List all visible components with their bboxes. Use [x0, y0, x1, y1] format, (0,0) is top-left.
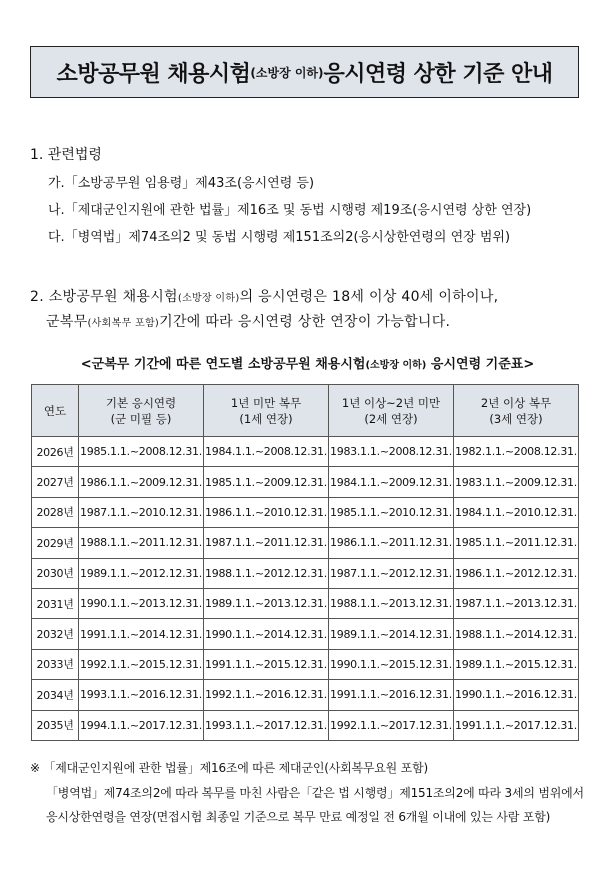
- table-row: [32, 558, 579, 588]
- date-range-cell: 1985.1.1.~2008.12.31.: [79, 437, 204, 467]
- table-row: [32, 528, 579, 558]
- date-range-cell: 1991.1.1.~2016.12.31.: [329, 680, 454, 710]
- note-line1: ※ 「제대군인지원에 관한 법률」제16조에 따른 제대군인(사회복무요원 포함): [30, 761, 428, 775]
- section2-line1: 2. 소방공무원 채용시험(소방장 이하)의 응시연령은 18세 이상 40세 이하이나,: [30, 289, 499, 305]
- date-range-cell: 1985.1.1.~2009.12.31.: [204, 467, 329, 497]
- table-row: [32, 467, 579, 497]
- date-range-cell: 1992.1.1.~2016.12.31.: [204, 680, 329, 710]
- date-range-cell: 1983.1.1.~2008.12.31.: [329, 437, 454, 467]
- date-range-cell: 1990.1.1.~2015.12.31.: [329, 649, 454, 679]
- date-range-cell: 1989.1.1.~2012.12.31.: [79, 558, 204, 588]
- date-range-cell: 1987.1.1.~2010.12.31.: [79, 497, 204, 527]
- table-body: [32, 437, 579, 741]
- table-row: [32, 680, 579, 710]
- table-row: [32, 588, 579, 618]
- date-range-cell: 1990.1.1.~2016.12.31.: [454, 680, 579, 710]
- table-row: [32, 710, 579, 740]
- date-range-cell: 1993.1.1.~2016.12.31.: [79, 680, 204, 710]
- year-cell: 2033년: [32, 649, 79, 679]
- date-range-cell: 1988.1.1.~2011.12.31.: [79, 528, 204, 558]
- date-range-cell: 1982.1.1.~2008.12.31.: [454, 437, 579, 467]
- year-cell: 2030년: [32, 558, 79, 588]
- section2-line2: 군복무(사회복무 포함)기간에 따라 응시연령 상한 연장이 가능합니다.: [46, 314, 451, 330]
- year-cell: 2031년: [32, 588, 79, 618]
- date-range-cell: 1992.1.1.~2017.12.31.: [329, 710, 454, 740]
- table-header-cell: 연도: [32, 385, 79, 437]
- table-header-cell: 1년 미만 복무 (1세 연장): [204, 385, 329, 437]
- table-header-row: [32, 385, 579, 437]
- year-cell: 2027년: [32, 467, 79, 497]
- year-cell: 2034년: [32, 680, 79, 710]
- date-range-cell: 1984.1.1.~2010.12.31.: [454, 497, 579, 527]
- date-range-cell: 1984.1.1.~2009.12.31.: [329, 467, 454, 497]
- table-header-cell: 1년 이상~2년 미만 (2세 연장): [329, 385, 454, 437]
- title-rest: 응시연령 상한 기준 안내: [323, 61, 553, 87]
- date-range-cell: 1987.1.1.~2012.12.31.: [329, 558, 454, 588]
- date-range-cell: 1988.1.1.~2013.12.31.: [329, 588, 454, 618]
- date-range-cell: 1989.1.1.~2013.12.31.: [204, 588, 329, 618]
- date-range-cell: 1984.1.1.~2008.12.31.: [204, 437, 329, 467]
- law-item-da: 다.「병역법」제74조의2 및 동법 시행령 제151조의2(응시상한연령의 연장 범위): [48, 230, 511, 245]
- year-cell: 2029년: [32, 528, 79, 558]
- date-range-cell: 1983.1.1.~2009.12.31.: [454, 467, 579, 497]
- date-range-cell: 1986.1.1.~2011.12.31.: [329, 528, 454, 558]
- table-row: [32, 649, 579, 679]
- age-criteria-table: [31, 384, 579, 741]
- title-main: 소방공무원 채용시험: [56, 61, 251, 87]
- date-range-cell: 1988.1.1.~2012.12.31.: [204, 558, 329, 588]
- year-cell: 2026년: [32, 437, 79, 467]
- date-range-cell: 1991.1.1.~2015.12.31.: [204, 649, 329, 679]
- year-cell: 2032년: [32, 619, 79, 649]
- table-header-cell: 2년 이상 복무 (3세 연장): [454, 385, 579, 437]
- page-title: [30, 46, 579, 98]
- date-range-cell: 1986.1.1.~2012.12.31.: [454, 558, 579, 588]
- table-caption: <군복무 기간에 따른 연도별 소방공무원 채용시험(소방장 이하) 응시연령 기준표>: [80, 357, 535, 372]
- date-range-cell: 1985.1.1.~2010.12.31.: [329, 497, 454, 527]
- note-line2: 「병역법」제74조의2에 따라 복무를 마친 사람은「같은 법 시행령」제151조의2에 따라 3세의 범위에서: [46, 786, 584, 800]
- table-row: [32, 437, 579, 467]
- note-line3: 응시상한연령을 연장(면접시험 최종일 기준으로 복무 만료 예정일 전 6개월 이내에 있는 사람 포함): [46, 810, 551, 824]
- date-range-cell: 1992.1.1.~2015.12.31.: [79, 649, 204, 679]
- date-range-cell: 1986.1.1.~2010.12.31.: [204, 497, 329, 527]
- table-row: [32, 619, 579, 649]
- date-range-cell: 1989.1.1.~2014.12.31.: [329, 619, 454, 649]
- date-range-cell: 1991.1.1.~2017.12.31.: [454, 710, 579, 740]
- date-range-cell: 1989.1.1.~2015.12.31.: [454, 649, 579, 679]
- table-row: [32, 497, 579, 527]
- year-cell: 2035년: [32, 710, 79, 740]
- date-range-cell: 1994.1.1.~2017.12.31.: [79, 710, 204, 740]
- date-range-cell: 1988.1.1.~2014.12.31.: [454, 619, 579, 649]
- date-range-cell: 1987.1.1.~2013.12.31.: [454, 588, 579, 618]
- title-small: (소방장 이하): [250, 65, 324, 80]
- year-cell: 2028년: [32, 497, 79, 527]
- table-header-cell: 기본 응시연령 (군 미필 등): [79, 385, 204, 437]
- date-range-cell: 1987.1.1.~2011.12.31.: [204, 528, 329, 558]
- section1-heading: 1. 관련법령: [30, 147, 102, 163]
- date-range-cell: 1993.1.1.~2017.12.31.: [204, 710, 329, 740]
- law-item-na: 나.「제대군인지원에 관한 법률」제16조 및 동법 시행령 제19조(응시연령 상한 연장): [48, 203, 532, 218]
- date-range-cell: 1986.1.1.~2009.12.31.: [79, 467, 204, 497]
- date-range-cell: 1990.1.1.~2013.12.31.: [79, 588, 204, 618]
- date-range-cell: 1990.1.1.~2014.12.31.: [204, 619, 329, 649]
- date-range-cell: 1991.1.1.~2014.12.31.: [79, 619, 204, 649]
- law-item-ga: 가.「소방공무원 임용령」제43조(응시연령 등): [48, 176, 315, 191]
- date-range-cell: 1985.1.1.~2011.12.31.: [454, 528, 579, 558]
